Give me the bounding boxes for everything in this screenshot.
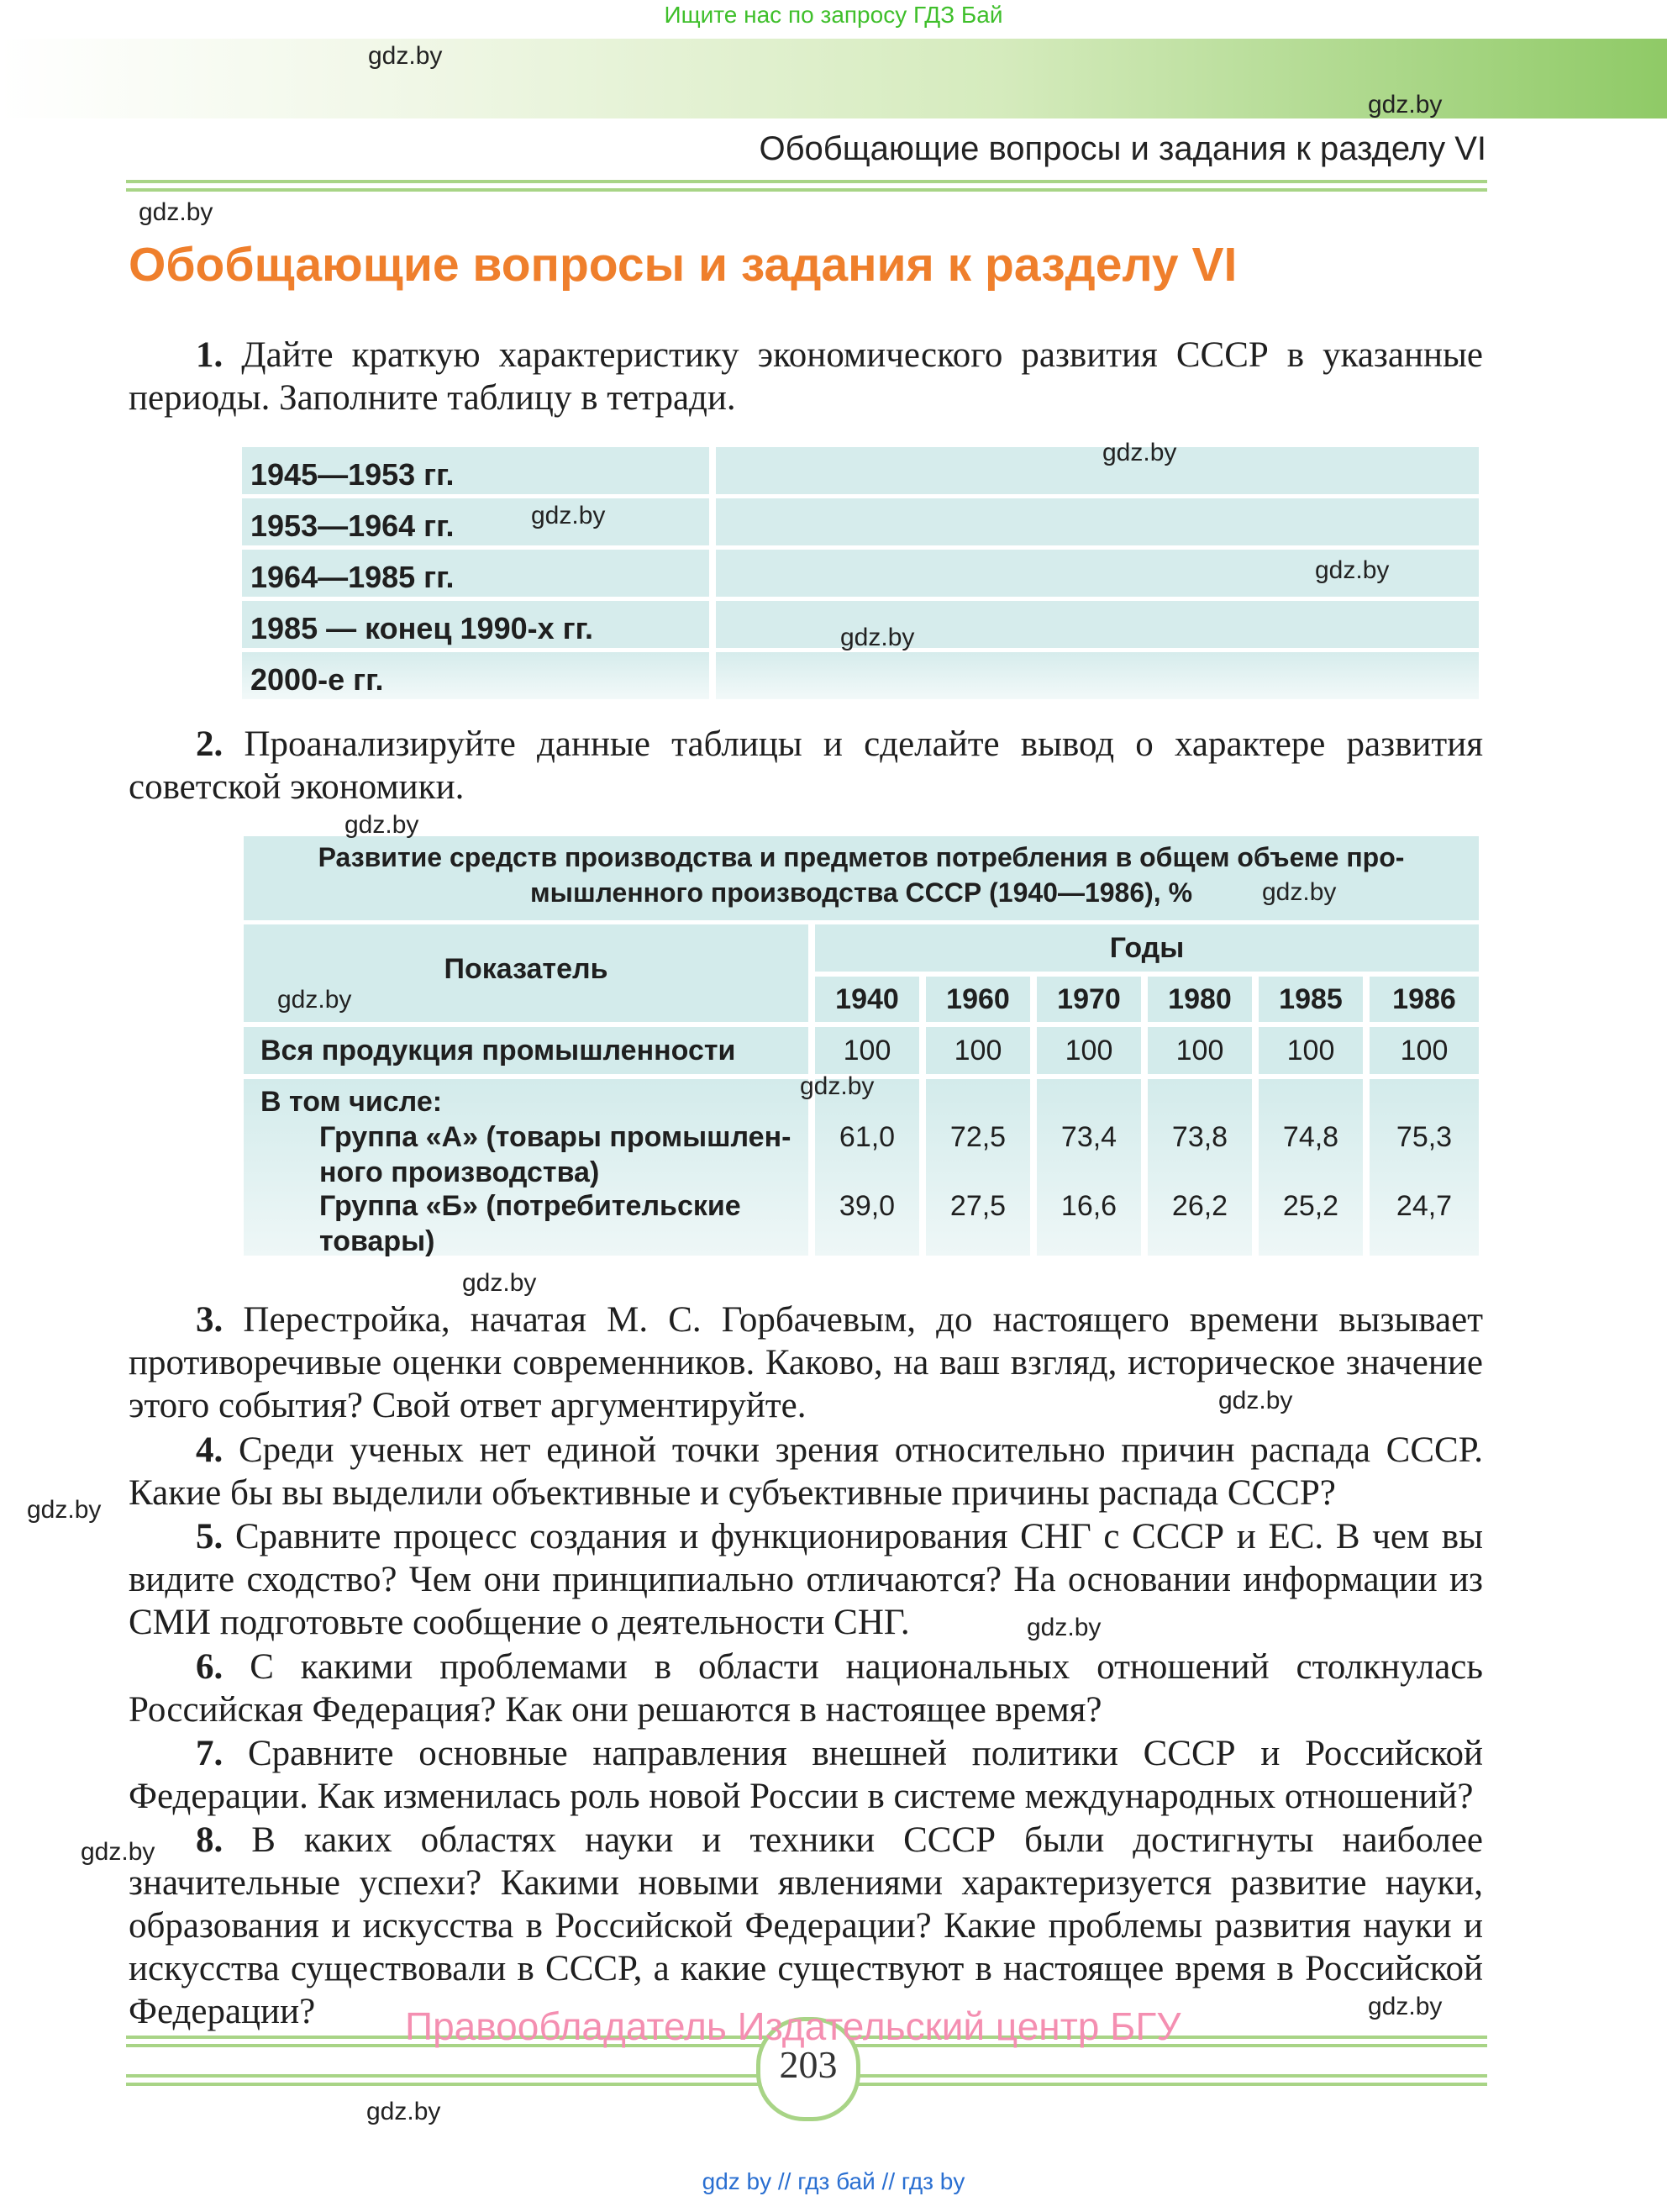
watermark: gdz.by [1262,878,1337,906]
question-text: Дайте краткую характеристику экономического развития СССР в указанные периоды. Заполните таблицу в тетради. [129,335,1484,418]
watermark: gdz.by [1027,1614,1102,1641]
table-cell: 24,7 [1396,1190,1453,1222]
question-number: 4. [196,1430,223,1470]
table-cell: 100 [815,1027,919,1074]
header-years: Годы [815,924,1479,972]
watermark: gdz.by [27,1496,102,1524]
header-indicator: Показатель [244,924,808,1022]
year-header: 1980 [1148,977,1252,1022]
question-text: В каких областях науки и техники СССР были достигнуты наиболее значительные успехи? Какими новыми явлениями характеризуется развитие науки, образования и искусства в Российской Федерации? Какие проблемы развития науки и искусства существовали в СССР, а какие существуют в настоящее время в Российской Федерации? [129,1820,1484,2031]
period-label: 1945—1953 гг. [250,457,455,492]
table-cell: 27,5 [949,1190,1007,1222]
table2-caption: Развитие средств производства и предметов потребления в общем объеме про- мышленного производства СССР (1940—1986), % [244,836,1479,920]
year-header: 1970 [1037,977,1141,1022]
watermark: gdz.by [368,42,443,70]
table-cell: 100 [1259,1027,1363,1074]
period-label: 1985 — конец 1990-х гг. [250,611,594,645]
row-label: Вся продукция промышленности [244,1027,808,1074]
question-number: 8. [196,1820,223,1860]
header-rule [126,188,1487,192]
table-cell: 72,5 [949,1121,1007,1153]
watermark: gdz.by [277,986,352,1014]
question-8 [129,1819,1483,2033]
table-cell: 39,0 [839,1190,896,1222]
table-cell: 73,4 [1060,1121,1117,1153]
question-text: Сравните процесс создания и функционирования СНГ с СССР и ЕС. В чем вы видите сходство? Чем они принципиально отличаются? На основании информации из СМИ подготовьте сообщение о деятельности СНГ. [129,1517,1483,1642]
rightsholder-notice: Правообладатель Издательский центр БГУ [405,2004,1181,2048]
page-number: 203 [756,2017,860,2121]
watermark: gdz.by [462,1269,537,1297]
question-1 [129,334,1483,419]
question-2 [129,723,1483,808]
row-group-label: В том числе: Группа «А» (товары промышлен- ного производства) Группа «Б» (потребительские товары) [244,1079,808,1256]
watermark: gdz.by [1218,1387,1293,1414]
question-4 [129,1429,1483,1514]
question-7 [129,1732,1483,1818]
question-text: Среди ученых нет единой точки зрения относительно причин распада СССР. Какие бы вы выделили объективные и субъективные причины распада СССР? [129,1430,1484,1513]
watermark: gdz.by [531,502,606,529]
table-cell: 73,8 [1171,1121,1228,1153]
table-cell: 100 [1037,1027,1141,1074]
year-header: 1985 [1259,977,1363,1022]
watermark: gdz.by [139,198,213,226]
table-cell: 26,2 [1171,1190,1228,1222]
watermark: gdz.by [1368,91,1443,118]
period-label: 1964—1985 гг. [250,560,455,594]
table-cell: 100 [1370,1027,1479,1074]
running-head: Обобщающие вопросы и задания к разделу VI [759,130,1486,167]
group-b-label: Группа «Б» (потребительские товары) [319,1190,741,1257]
group-a-label: Группа «А» (товары промышлен- ного производства) [319,1121,791,1188]
question-number: 2. [196,724,223,764]
question-number: 7. [196,1734,223,1773]
watermark: gdz.by [344,811,419,839]
year-header: 1986 [1370,977,1479,1022]
question-6 [129,1646,1483,1731]
section-title: Обобщающие вопросы и задания к разделу VI [129,238,1238,292]
table-cell: 75,3 [1396,1121,1453,1153]
table-cell: 16,6 [1060,1190,1117,1222]
table-cell: 74,8 [1282,1121,1339,1153]
question-number: 6. [196,1647,223,1687]
question-text: С какими проблемами в области национальных отношений столкнулась Российская Федерация? Как они решаются в настоящее время? [129,1647,1483,1730]
top-search-hint: Ищите нас по запросу ГДЗ Бай [664,2,1003,28]
question-number: 5. [196,1517,223,1556]
watermark: gdz.by [81,1838,155,1866]
question-text: Перестройка, начатая М. С. Горбачевым, до настоящего времени вызывает противоречивые оценки современников. Каково, на ваш взгляд, историческое значение этого события? Свой ответ аргументируйте. [129,1300,1483,1425]
table-cell: 61,0 [839,1121,896,1153]
header-rule [126,180,1487,183]
watermark: gdz.by [840,624,915,651]
table-cell: 100 [926,1027,1030,1074]
watermark: gdz.by [1368,1993,1443,2020]
watermark: gdz.by [800,1072,875,1100]
question-5 [129,1515,1483,1644]
year-header: 1960 [926,977,1030,1022]
watermark: gdz.by [1315,556,1390,584]
period-label: 2000-е гг. [250,662,384,697]
bottom-links[interactable]: gdz by // гдз бай // гдз by [702,2168,965,2194]
question-number: 3. [196,1300,223,1340]
question-text: Проанализируйте данные таблицы и сделайте вывод о характере развития советской экономики. [129,724,1484,807]
watermark: gdz.by [1102,439,1177,466]
table-cell: 100 [1148,1027,1252,1074]
question-number: 1. [196,335,223,375]
watermark: gdz.by [366,2098,441,2125]
period-label: 1953—1964 гг. [250,508,455,543]
table-cell: 25,2 [1282,1190,1339,1222]
year-header: 1940 [815,977,919,1022]
question-text: Сравните основные направления внешней политики СССР и Российской Федерации. Как изменилась роль новой России в системе международных отношений? [129,1734,1483,1816]
